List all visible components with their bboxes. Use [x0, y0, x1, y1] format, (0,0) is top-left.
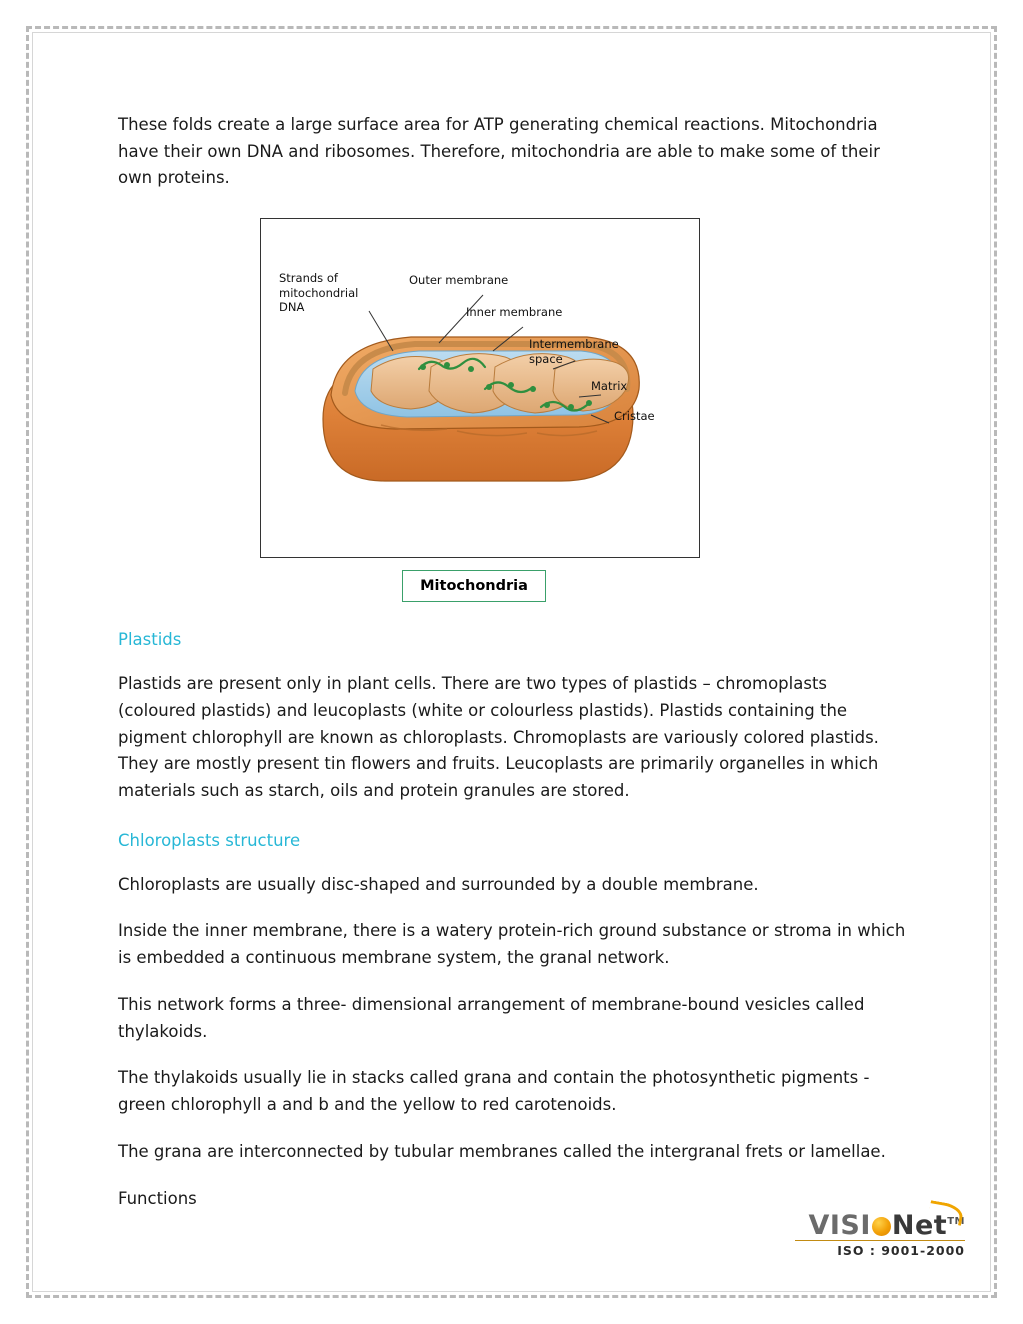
chloroplast-paragraph-2: Inside the inner membrane, there is a watery protein-rich ground substance or stroma in which is embedded a continuous membrane system, the granal network.: [118, 921, 906, 968]
figure-label-inner-membrane: Inner membrane: [466, 305, 563, 320]
figure-caption: Mitochondria: [402, 570, 546, 602]
figure-label-outer-membrane: Outer membrane: [409, 273, 509, 288]
intro-paragraph: These folds create a large surface area for ATP generating chemical reactions. Mitochondria have their own DNA and ribosomes. Therefore, mitochondria are able to make some of their own proteins.: [118, 115, 880, 188]
functions-label: Functions: [118, 1188, 197, 1208]
figure-label-matrix: Matrix: [591, 379, 628, 394]
figure-label-intermembrane-space: Intermembrane space: [529, 337, 619, 366]
logo-globe-icon: [872, 1217, 891, 1236]
chloroplast-paragraph-1: Chloroplasts are usually disc-shaped and surrounded by a double membrane.: [118, 874, 759, 894]
chloroplast-paragraph-5: The grana are interconnected by tubular membranes called the intergranal frets or lamellae.: [118, 1141, 886, 1161]
section-heading-chloroplasts-structure: Chloroplasts structure: [118, 830, 301, 850]
figure-frame: [260, 218, 700, 558]
visionet-logo: [795, 1212, 965, 1258]
mitochondria-illustration: [261, 219, 700, 558]
mitochondria-figure: [118, 218, 908, 602]
plastids-paragraph: Plastids are present only in plant cells. There are two types of plastids – chromoplasts (coloured plastids) and leucoplasts (white or colourless plastids). Plastids containing the pigment chlorophyll are known as chloroplasts. Chromoplasts are variously colored plastids. They are mostly present tin flowers and fruits. Leucoplasts are primarily organelles in which materials such as starch, oils and protein granules are stored.: [118, 674, 879, 801]
figure-label-dna: Strands of mitochondrial DNA: [279, 271, 359, 314]
chloroplast-paragraph-3: This network forms a three- dimensional arrangement of membrane-bound vesicles called thylakoids.: [118, 994, 865, 1041]
figure-label-cristae: Cristae: [614, 409, 655, 424]
logo-wordmark: [808, 1212, 965, 1239]
section-heading-plastids: Plastids: [118, 630, 182, 650]
logo-name-part2: Net: [891, 1210, 948, 1241]
document-content: [118, 112, 908, 1232]
logo-subtitle: ISO : 9001-2000: [795, 1240, 965, 1258]
logo-trademark: TM: [947, 1216, 965, 1227]
logo-name-part1: VISI: [808, 1210, 871, 1241]
chloroplast-paragraph-4: The thylakoids usually lie in stacks called grana and contain the photosynthetic pigments - green chlorophyll a and b and the yellow to red carotenoids.: [118, 1068, 870, 1115]
